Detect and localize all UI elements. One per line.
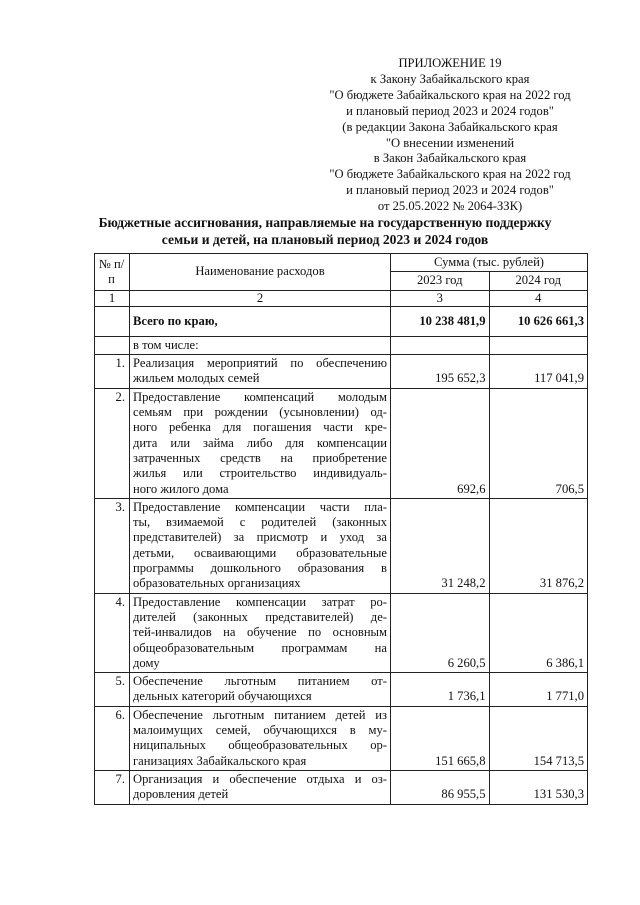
row-name-line: дителей (законных представителей) де- (133, 609, 387, 624)
index-cell: 3 (391, 290, 490, 306)
row-name-line: программы дошкольного образования в (133, 561, 387, 576)
including-num (95, 336, 130, 354)
row-name-line: ты, взимаемой с родителей (законных (133, 515, 387, 530)
row-value-2023: 6 260,5 (391, 593, 490, 672)
including-row (95, 336, 588, 354)
row-name-line: представителей) за присмотр и уход за (133, 530, 387, 545)
row-number: 1. (95, 355, 130, 389)
row-number: 7. (95, 770, 130, 804)
total-num (95, 306, 130, 336)
row-value-2023: 692,6 (391, 388, 490, 498)
including-2023 (391, 336, 490, 354)
row-name (130, 388, 391, 498)
annex-line: ПРИЛОЖЕНИЕ 19 (398, 56, 502, 70)
document-title (90, 214, 560, 248)
row-value-2024: 31 876,2 (489, 498, 588, 593)
row-name (130, 673, 391, 707)
header-year-2023: 2023 год (391, 272, 490, 290)
header-name: Наименование расходов (130, 254, 391, 291)
total-2023: 10 238 481,9 (391, 306, 490, 336)
row-name-line: ниципальных общеобразовательных ор- (133, 738, 387, 753)
annex-line: "О внесении изменений (385, 135, 515, 150)
table-row (95, 498, 588, 593)
row-value-2024: 1 771,0 (489, 673, 588, 707)
row-name-line: семьям при рождении (усыновлении) од- (133, 405, 387, 420)
row-name-line: тей-инвалидов на обучение по основным (133, 625, 387, 640)
including-label: в том числе: (130, 336, 391, 354)
index-cell: 1 (95, 290, 130, 306)
row-name-line: дому (133, 655, 160, 670)
row-name-line: ганизациях Забайкальского края (133, 753, 307, 768)
total-label: Всего по краю, (130, 306, 391, 336)
annex-line: "О бюджете Забайкальского края на 2022 год (329, 167, 571, 182)
row-name-line: Обеспечение льготным питанием детей из (133, 707, 387, 722)
row-value-2024: 706,5 (489, 388, 588, 498)
row-name (130, 770, 391, 804)
budget-table (94, 253, 588, 805)
header-num: № п/п (95, 254, 130, 291)
row-name-line: жилья или строительство индивидуаль- (133, 466, 387, 481)
row-name-line: Предоставление компенсаций молодым (133, 389, 387, 404)
row-name-line: общеобразовательным программам на (133, 640, 387, 655)
table-row (95, 673, 588, 707)
index-cell: 4 (489, 290, 588, 306)
row-value-2024: 154 713,5 (489, 706, 588, 770)
row-name-line: затраченных средств на приобретение (133, 450, 387, 465)
row-name (130, 593, 391, 672)
total-2024: 10 626 661,3 (489, 306, 588, 336)
row-name-line: доровления детей (133, 787, 229, 802)
row-value-2024: 131 530,3 (489, 770, 588, 804)
row-name-line: ного ребенка для погашения части кре- (133, 420, 387, 435)
row-number: 5. (95, 673, 130, 707)
row-number: 4. (95, 593, 130, 672)
table-row (95, 388, 588, 498)
index-cell: 2 (130, 290, 391, 306)
row-name-line: образовательных организациях (133, 576, 301, 591)
annex-line: от 25.05.2022 № 2064-ЗЗК) (377, 199, 523, 214)
title-line-2: семьи и детей, на плановый период 2023 и 2024 годов (161, 232, 489, 247)
total-row (95, 306, 588, 336)
row-name-line: дельных категорий обучающихся (133, 689, 312, 704)
annex-line: в Закон Забайкальского края (373, 151, 527, 166)
annex-header (300, 56, 600, 215)
table-row (95, 593, 588, 672)
row-value-2023: 151 665,8 (391, 706, 490, 770)
row-value-2024: 117 041,9 (489, 355, 588, 389)
index-row (95, 290, 588, 306)
row-name-line: малоимущих семей, обучающихся в му- (133, 723, 387, 738)
title-line-1: Бюджетные ассигнования, направляемые на государственную поддержку (98, 215, 552, 230)
annex-line: и плановый период 2023 и 2024 годов" (346, 183, 554, 198)
row-name-line: ного жилого дома (133, 481, 229, 496)
row-name-line: детьми, осваивающими образовательные (133, 545, 387, 560)
row-name-line: Предоставление компенсации затрат ро- (133, 594, 387, 609)
row-name (130, 498, 391, 593)
annex-line: и плановый период 2023 и 2024 годов" (346, 103, 554, 118)
row-value-2023: 195 652,3 (391, 355, 490, 389)
including-2024 (489, 336, 588, 354)
table-row (95, 706, 588, 770)
row-name (130, 706, 391, 770)
row-name (130, 355, 391, 389)
table-row (95, 770, 588, 804)
row-number: 6. (95, 706, 130, 770)
row-name-line: Организация и обеспечение отдыха и оз- (133, 771, 387, 786)
table-row (95, 355, 588, 389)
row-value-2023: 1 736,1 (391, 673, 490, 707)
header-sum: Сумма (тыс. рублей) (391, 254, 588, 272)
row-name-line: Предоставление компенсации части пла- (133, 499, 387, 514)
row-name-line: жильем молодых семей (133, 371, 260, 386)
row-name-line: Реализация мероприятий по обеспечению (133, 356, 387, 371)
annex-line: к Закону Забайкальского края (370, 71, 530, 86)
row-value-2024: 6 386,1 (489, 593, 588, 672)
table-header-row (95, 254, 588, 272)
row-number: 2. (95, 388, 130, 498)
row-value-2023: 86 955,5 (391, 770, 490, 804)
row-number: 3. (95, 498, 130, 593)
header-year-2024: 2024 год (489, 272, 588, 290)
row-value-2023: 31 248,2 (391, 498, 490, 593)
row-name-line: дита или займа либо для компенсации (133, 435, 387, 450)
annex-line: (в редакции Закона Забайкальского края (342, 119, 558, 134)
annex-line: "О бюджете Забайкальского края на 2022 год (329, 87, 571, 102)
row-name-line: Обеспечение льготным питанием от- (133, 674, 387, 689)
